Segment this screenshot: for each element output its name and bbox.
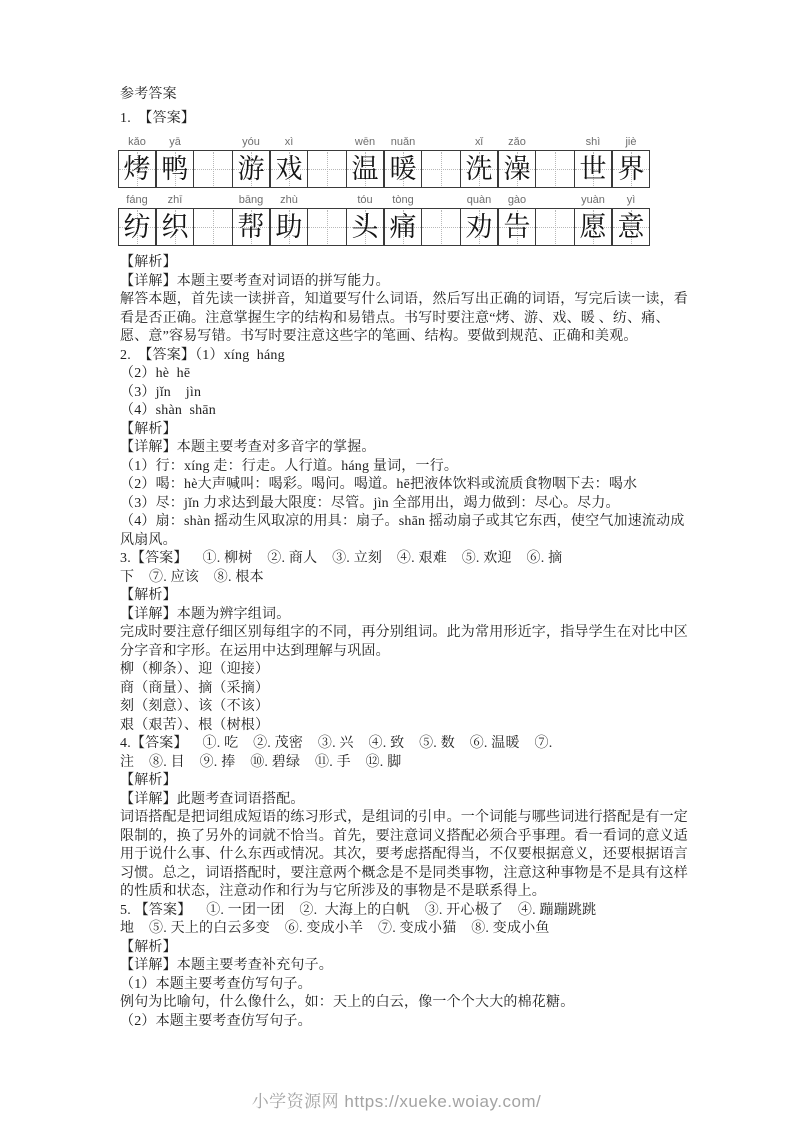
grid-unit — [270, 193, 308, 246]
text-line: （2）hè hē — [120, 366, 191, 381]
text-line: 【解析】 — [120, 588, 177, 603]
pinyin-label: zǎo — [508, 136, 526, 148]
grid-unit — [308, 135, 346, 188]
grid-row — [118, 193, 680, 246]
pinyin-label: zhī — [167, 194, 183, 206]
grid-unit — [612, 193, 650, 246]
grid-unit — [460, 193, 498, 246]
pinyin-label: yì — [626, 194, 636, 206]
pinyin-spacer — [194, 135, 232, 150]
pinyin-label: tòng — [392, 194, 414, 206]
char-cell: 织 — [156, 208, 194, 246]
text-line: 【详解】本题为辨字组词。 — [120, 606, 291, 622]
text-line: 注 ⑧. 目 ⑨. 捧 ⑩. 碧绿 ⑪. 手 ⑫. 脚 — [120, 754, 402, 770]
text-line: 【解析】 — [120, 421, 177, 437]
grid-unit — [232, 135, 270, 188]
char-cell: 游 — [232, 150, 270, 188]
char-cell: 世 — [574, 150, 612, 188]
char-cell: 鸭 — [156, 150, 194, 188]
pinyin-label: fáng — [126, 194, 148, 206]
gap-cell — [194, 150, 232, 188]
text-line: 商（商量）、摘（采摘） — [120, 680, 270, 696]
pinyin-label: jiè — [625, 136, 637, 148]
text-line: （3）尽：jǐn 力求达到最大限度：尽管。jìn 全部用出，竭力做到：尽心。尽力。 — [120, 495, 620, 511]
text-line: 词语搭配是把词组成短语的练习形式，是组词的引申。一个词能与哪些词进行搭配是有一定 — [120, 810, 688, 825]
grid-unit — [422, 135, 460, 188]
char-cell: 洗 — [460, 150, 498, 188]
text-line: （4）扇：shàn 摇动生风取凉的用具：扇子。shān 摇动扇子或其它东西，使空气加速流动成 — [120, 514, 685, 529]
pinyin-spacer — [536, 193, 574, 208]
text-line: 下 ⑦. 应该 ⑧. 根本 — [120, 569, 264, 585]
pinyin-label: quàn — [466, 194, 492, 206]
text-line: 【解析】 — [120, 255, 177, 270]
pinyin-label: zhù — [280, 194, 298, 206]
char-cell: 痛 — [384, 208, 422, 246]
grid-unit — [384, 193, 422, 246]
char-cell: 烤 — [118, 150, 156, 188]
gap-cell — [308, 208, 346, 246]
text-line: 5. 【答案】 ①. 一团一团 ②. 大海上的白帆 ③. 开心极了 ④. 蹦蹦跳跳 — [120, 902, 597, 918]
text-line: 刻（刻意）、该（不该） — [120, 699, 270, 714]
pinyin-label: yóu — [242, 136, 260, 148]
pinyin-spacer — [308, 193, 346, 208]
text-line: 【详解】本题主要考查对多音字的掌握。 — [120, 440, 376, 455]
text-line: （1）行：xíng 走：行走。人行道。háng 量词，一行。 — [120, 458, 459, 474]
text-line: 【解析】 — [120, 939, 177, 955]
text-line: 限制的，换了另外的词就不恰当。首先，要注意词义搭配必须合乎事理。看一看词的意义适 — [120, 828, 688, 844]
grid-unit — [498, 135, 536, 188]
pinyin-spacer — [422, 193, 460, 208]
grid-unit — [232, 193, 270, 246]
pinyin-label: gào — [507, 194, 527, 206]
char-cell: 劝 — [460, 208, 498, 246]
pinyin-label: xǐ — [475, 136, 483, 148]
text-line: 分字音和字形。在运用中达到理解与巩固。 — [120, 643, 390, 659]
grid-unit — [118, 193, 156, 246]
pinyin-spacer — [308, 135, 346, 150]
pinyin-word-grid — [118, 135, 680, 246]
text-line: 例句为比喻句，什么像什么，如：天上的白云，像一个个大大的棉花糖。 — [120, 995, 575, 1010]
pinyin-label: kǎo — [128, 136, 146, 148]
text-line: （4）shàn shān — [120, 403, 216, 418]
gap-cell — [422, 150, 460, 188]
page-title: 参考答案 — [120, 87, 177, 102]
grid-unit — [194, 135, 232, 188]
text-line: 柳（柳条）、迎（迎接） — [120, 662, 270, 677]
pinyin-spacer — [536, 135, 574, 150]
text-line: 【详解】本题主要考查补充句子。 — [120, 958, 333, 973]
grid-unit — [308, 193, 346, 246]
text-line: 习惯。总之，词语搭配时，要注意两个概念是不是同类事物，注意这种事物是不是具有这样 — [120, 865, 688, 881]
footer-watermark: 小学资源网 https://xueke.woiay.com/ — [251, 1092, 542, 1111]
answer-body-text — [120, 254, 688, 1031]
text-line: （1）本题主要考查仿写句子。 — [120, 976, 312, 992]
pinyin-label: wēn — [354, 136, 376, 148]
pinyin-label: yuàn — [581, 194, 605, 206]
grid-unit — [118, 135, 156, 188]
char-cell: 帮 — [232, 208, 270, 246]
grid-unit — [156, 193, 194, 246]
pinyin-label: yā — [169, 136, 181, 148]
grid-unit — [384, 135, 422, 188]
text-line: （2）本题主要考查仿写句子。 — [120, 1013, 312, 1029]
text-line: 3.【答案】 ①. 柳树 ②. 商人 ③. 立刻 ④. 艰难 ⑤. 欢迎 ⑥. 摘 — [120, 551, 563, 566]
text-line: 用于说什么事、什么东西或情况。其次，要考虑搭配得当，不仅要根据意义，还要根据语言 — [120, 847, 688, 862]
text-line: 4.【答案】 ①. 吃 ②. 茂密 ③. 兴 ④. 致 ⑤. 数 ⑥. 温暖 ⑦. — [120, 736, 553, 751]
pinyin-label: tóu — [357, 194, 373, 206]
grid-unit — [156, 135, 194, 188]
gap-cell — [536, 150, 574, 188]
grid-unit — [536, 193, 574, 246]
grid-unit — [422, 193, 460, 246]
document-content — [120, 86, 688, 1031]
gap-cell — [422, 208, 460, 246]
char-cell: 意 — [612, 208, 650, 246]
pinyin-label: nuǎn — [390, 136, 416, 148]
text-line: 【详解】此题考查词语搭配。 — [120, 791, 305, 807]
pinyin-label: bāng — [238, 194, 264, 206]
char-cell: 温 — [346, 150, 384, 188]
text-line: （3）jǐn jìn — [120, 384, 202, 400]
gap-cell — [194, 208, 232, 246]
grid-unit — [612, 135, 650, 188]
text-line: 艰（艰苦）、根（树根） — [120, 717, 270, 733]
text-line: 完成时要注意仔细区别每组字的不同，再分别组词。此为常用形近字，指导学生在对比中区 — [120, 625, 688, 640]
grid-unit — [574, 135, 612, 188]
grid-unit — [574, 193, 612, 246]
text-line: （2）喝：hè大声喊叫：喝彩。喝问。喝道。hē把液体饮料或流质食物咽下去：喝水 — [120, 477, 638, 492]
text-line: 愿、意”容易写错。书写时要注意这些字的笔画、结构。要做到规范、正确和美观。 — [120, 329, 638, 344]
grid-row — [118, 135, 680, 188]
grid-unit — [270, 135, 308, 188]
pinyin-spacer — [194, 193, 232, 208]
text-line: 2. 【答案】（1）xíng háng — [120, 347, 285, 363]
grid-unit — [498, 193, 536, 246]
grid-unit — [346, 135, 384, 188]
char-cell: 界 — [612, 150, 650, 188]
char-cell: 愿 — [574, 208, 612, 246]
text-line: 的性质和状态，注意动作和行为与它所涉及的事物是不是联系得上。 — [120, 884, 546, 899]
pinyin-spacer — [422, 135, 460, 150]
gap-cell — [308, 150, 346, 188]
char-cell: 纺 — [118, 208, 156, 246]
text-line: 风扇风。 — [120, 532, 177, 548]
grid-unit — [346, 193, 384, 246]
text-line: 地 ⑤. 天上的白云多变 ⑥. 变成小羊 ⑦. 变成小猫 ⑧. 变成小鱼 — [120, 921, 550, 936]
text-line: 解答本题，首先读一读拼音，知道要写什么词语，然后写出正确的词语，写完后读一读，看 — [120, 292, 688, 307]
char-cell: 暖 — [384, 150, 422, 188]
char-cell: 澡 — [498, 150, 536, 188]
grid-unit — [536, 135, 574, 188]
pinyin-label: xì — [284, 136, 294, 148]
grid-unit — [460, 135, 498, 188]
gap-cell — [536, 208, 574, 246]
text-line: 【解析】 — [120, 773, 177, 788]
char-cell: 助 — [270, 208, 308, 246]
text-line: 【详解】本题主要考查对词语的拼写能力。 — [120, 273, 390, 289]
char-cell: 告 — [498, 208, 536, 246]
grid-unit — [194, 193, 232, 246]
text-line: 看是否正确。注意掌握生字的结构和易错点。书写时要注意“烤、游、戏、暖 、纺、痛、 — [120, 310, 670, 326]
question-1-answer-label: 1. 【答案】 — [120, 110, 196, 126]
char-cell: 头 — [346, 208, 384, 246]
pinyin-label: shì — [585, 136, 601, 148]
char-cell: 戏 — [270, 150, 308, 188]
